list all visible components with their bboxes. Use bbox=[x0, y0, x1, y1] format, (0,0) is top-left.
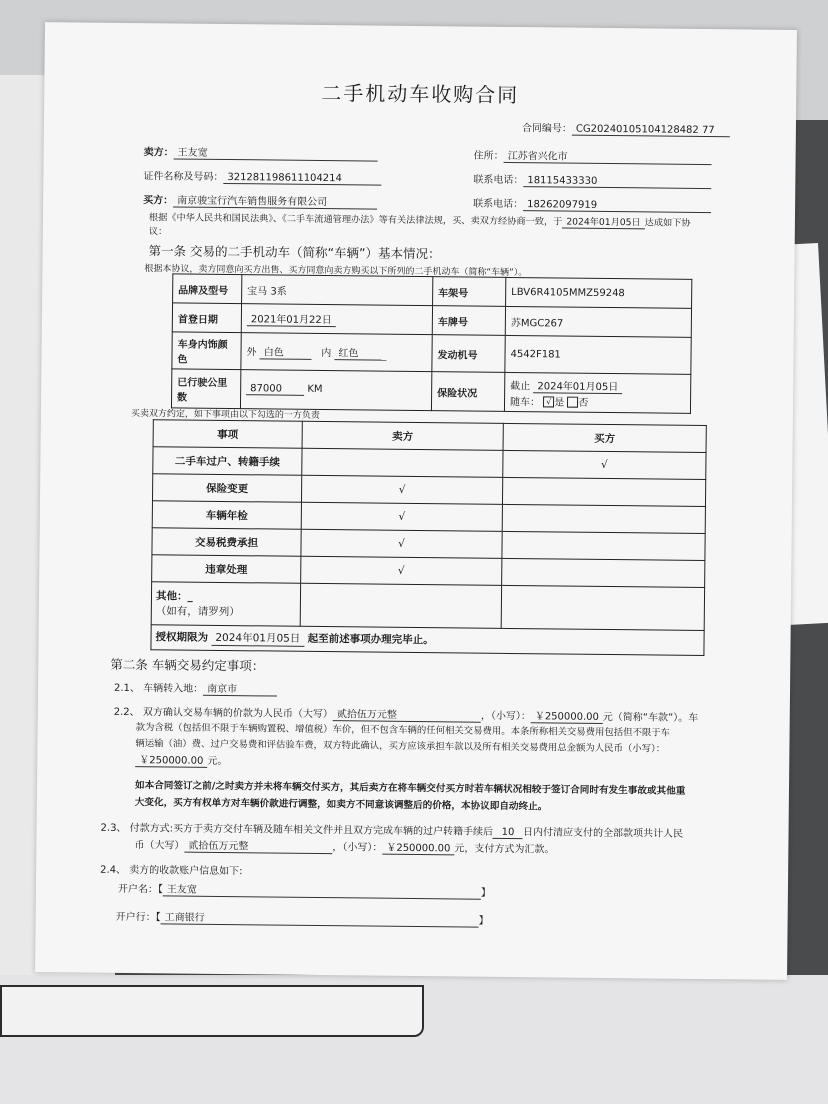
clause-2-3-line-2 bbox=[134, 836, 554, 856]
checkbox-no bbox=[567, 397, 578, 408]
buyer-phone: 18262097919 bbox=[523, 199, 711, 213]
clause-2-3-days: 10 bbox=[493, 827, 523, 839]
contract-number: CG20240105104128482 77 bbox=[572, 124, 730, 138]
insurance-until-prefix: 截止 bbox=[510, 380, 531, 392]
clause-2-3-text-b: 日内付清应支付的全部款项共计人民 bbox=[522, 827, 684, 840]
resp-buyer-check bbox=[502, 558, 705, 587]
mileage-label-line-1: 已行驶公里 bbox=[177, 377, 228, 390]
authorization-label: 授权期限为 bbox=[155, 631, 209, 644]
plate-label: 车牌号 bbox=[432, 306, 505, 336]
clause-2-2-line-3: 辆运输（油）费、过户交易费和评估验车费，双方特此确认，买方应该承担车款以及所有相关交易费用总金额为人民币（小写）： bbox=[135, 738, 666, 755]
clause-2-1-value: 南京市 bbox=[203, 680, 277, 697]
color-label-line-1: 车身内饰颜 bbox=[177, 339, 228, 352]
mileage-label bbox=[171, 369, 240, 409]
resp-item: 二手车过户、转籍手续 bbox=[153, 447, 302, 476]
vehicle-info-table bbox=[171, 273, 692, 413]
clause-2-2-number: 2.2、 bbox=[113, 706, 140, 719]
insurance-label: 保险状况 bbox=[431, 372, 504, 412]
int-color: 红色 bbox=[334, 344, 386, 361]
intro-date: 2024年01月05日 bbox=[562, 214, 644, 230]
article-2-title: 第二条 车辆交易约定事项： bbox=[110, 656, 265, 674]
seller-phone-label: 联系电话： bbox=[473, 174, 524, 187]
table-row bbox=[151, 625, 704, 656]
buyer-phone-row bbox=[473, 195, 711, 213]
color-value bbox=[241, 333, 432, 372]
seller-label: 卖方： bbox=[143, 147, 174, 159]
insurance-yes-label: 是 bbox=[554, 396, 565, 409]
engine-value: 4542F181 bbox=[505, 335, 691, 374]
contract-number-label: 合同编号： bbox=[521, 123, 572, 135]
buyer-name: 南京骏宝行汽车销售服务有限公司 bbox=[173, 191, 377, 209]
clause-2-4 bbox=[100, 861, 243, 877]
ext-color-prefix: 外 bbox=[246, 347, 257, 359]
clause-2-2-total: ￥250000.00 bbox=[135, 751, 207, 768]
header-seller: 卖方 bbox=[302, 421, 503, 450]
clause-2-4-number: 2.4、 bbox=[100, 864, 127, 876]
first-reg-label: 首登日期 bbox=[172, 303, 241, 333]
color-label bbox=[172, 332, 241, 370]
insurance-until-row bbox=[510, 376, 685, 394]
clause-2-3-upper: 贰拾伍万元整 bbox=[184, 837, 332, 855]
address-value: 江苏省兴化市 bbox=[504, 147, 712, 165]
resp-buyer-check: √ bbox=[503, 450, 706, 479]
mileage-label-line-2: 数 bbox=[177, 392, 188, 404]
vin-label: 车架号 bbox=[433, 277, 506, 307]
other-buyer bbox=[501, 585, 704, 630]
clause-2-3-text-c: 币（大写） bbox=[134, 840, 185, 852]
other-label: 其他：_ bbox=[155, 590, 193, 603]
article-1-desc: 根据本协议，卖方同意向买方出售、买方同意向卖方购买以下所列的二手机动车（简称“车辆”）。 bbox=[144, 264, 528, 279]
insurance-value bbox=[504, 372, 690, 413]
account-bank-label: 开户行：【 bbox=[115, 911, 161, 924]
clause-2-3-lower: ￥250000.00 bbox=[382, 839, 454, 856]
account-name-row bbox=[118, 880, 491, 900]
resp-item: 交易税费承担 bbox=[152, 528, 301, 557]
clause-2-3-text-e: 元，支付方式为汇款。 bbox=[454, 843, 555, 856]
contract-document bbox=[35, 22, 797, 980]
mileage-number: 87000 bbox=[246, 383, 304, 396]
brand-value: 宝马 3系 bbox=[242, 275, 433, 306]
id-number: 321281198611104214 bbox=[223, 172, 381, 186]
account-bank-close: 】 bbox=[478, 915, 489, 927]
resp-item: 保险变更 bbox=[152, 474, 301, 503]
engine-label: 发动机号 bbox=[432, 335, 505, 373]
intro-text-2: 达成如下协 bbox=[644, 217, 691, 229]
first-reg-value bbox=[241, 304, 432, 335]
resp-seller-check bbox=[302, 448, 503, 477]
other-seller bbox=[300, 583, 501, 628]
contract-number-row bbox=[522, 119, 730, 137]
clause-2-2-line-4 bbox=[135, 751, 227, 768]
resp-seller-check: √ bbox=[301, 502, 502, 531]
clause-2-2-upper: 贰拾伍万元整 bbox=[333, 705, 481, 723]
resp-seller-check: √ bbox=[301, 556, 502, 585]
table-row bbox=[172, 332, 691, 374]
resp-buyer-check bbox=[502, 477, 705, 506]
color-label-line-2: 色 bbox=[177, 354, 188, 366]
document-title: 二手机动车收购合同 bbox=[321, 80, 520, 108]
first-reg-date: 2021年01月22日 bbox=[247, 310, 336, 327]
intro-line bbox=[149, 209, 691, 230]
account-name-label: 开户名：【 bbox=[117, 883, 163, 896]
brand-label: 品牌及型号 bbox=[173, 274, 242, 304]
clause-2-4-label: 卖方的收款账户信息如下: bbox=[129, 865, 243, 878]
plate-value: 苏MGC267 bbox=[505, 306, 691, 337]
article-1-title: 第一条 交易的二手机动车（简称“车辆”）基本情况： bbox=[148, 243, 441, 262]
account-name: 王友宽 bbox=[163, 880, 481, 899]
resp-buyer-check bbox=[502, 531, 705, 560]
insurance-follow-prefix: 随车： bbox=[509, 396, 541, 408]
clause-2-1-label: 车辆转入地： bbox=[143, 683, 204, 695]
address-label: 住所： bbox=[473, 150, 504, 162]
other-cell bbox=[151, 582, 300, 627]
seller-row bbox=[144, 143, 378, 161]
clause-2-2-line-2: 款为含税（包括但不限于车辆购置税、增值税）车价，但不包含车辆的任何相关交易费用。本条所称相关交易费用包括但不限于车 bbox=[135, 722, 671, 739]
ext-color: 白色 bbox=[260, 343, 312, 360]
resp-seller-check: √ bbox=[301, 475, 502, 504]
responsibility-intro: 买卖双方约定，如下事项由以下勾选的一方负责 bbox=[130, 409, 320, 421]
other-note: （如有，请罗列） bbox=[155, 605, 240, 619]
int-color-prefix: 内 bbox=[321, 348, 332, 360]
account-bank: 工商银行 bbox=[161, 908, 479, 927]
mileage-value bbox=[240, 370, 431, 411]
insurance-no-label: 否 bbox=[578, 397, 589, 409]
insurance-until-date: 2024年01月05日 bbox=[533, 377, 622, 394]
mileage-unit: KM bbox=[307, 383, 323, 396]
clause-2-3-text-d: ，（小写）： bbox=[332, 842, 383, 854]
intro-text-1: 根据《中华人民共和国民法典》、《二手车流通管理办法》等有关法律法规，买、卖双方经协商一致，于 bbox=[148, 212, 563, 228]
authorization-cell bbox=[151, 625, 704, 656]
clause-2-2-text-a: 双方确认交易车辆的价款为人民币（大写） bbox=[142, 707, 333, 721]
resp-seller-check: √ bbox=[301, 529, 502, 558]
account-bank-row bbox=[116, 908, 489, 928]
resp-item: 违章处理 bbox=[152, 555, 301, 584]
buyer-phone-label: 联系电话： bbox=[473, 198, 524, 211]
vin-value: LBV6R4105MMZ59248 bbox=[506, 277, 692, 308]
responsibility-table bbox=[150, 419, 706, 656]
id-label: 证件名称及号码： bbox=[143, 171, 224, 183]
seller-phone-row bbox=[473, 171, 711, 189]
checkbox-yes-checked: √ bbox=[543, 396, 554, 407]
adjustment-clause-line-2: 大变化，买方有权单方对车辆价款进行调整，如卖方不同意该调整后的价格，本协议即自动终止。 bbox=[134, 797, 548, 813]
authorization-tail: 起至前述事项办理完毕止。 bbox=[307, 632, 434, 647]
resp-buyer-check bbox=[502, 504, 705, 533]
buyer-row bbox=[143, 191, 377, 209]
clause-2-2-text-c: 元（简称“车款”）。车 bbox=[602, 711, 699, 724]
seller-phone: 18115433330 bbox=[523, 175, 711, 189]
adjustment-clause-line-1: 如本合同签订之前/之时卖方并未将车辆交付买方，其后卖方在将车辆交付买方时若车辆状况相较于签订合同时有发生事故或其他重 bbox=[134, 780, 686, 797]
address-row bbox=[474, 147, 712, 165]
clause-2-1 bbox=[114, 679, 277, 697]
clause-2-3-number: 2.3、 bbox=[100, 822, 127, 834]
resp-item: 车辆年检 bbox=[152, 501, 301, 530]
clause-2-2-yuan: 元。 bbox=[207, 755, 228, 768]
authorization-date: 2024年01月05日 bbox=[211, 630, 304, 647]
clause-2-1-number: 2.1、 bbox=[113, 682, 140, 695]
header-buyer: 买方 bbox=[503, 423, 706, 452]
table-row bbox=[151, 582, 704, 631]
buyer-label: 买方： bbox=[143, 195, 174, 207]
header-item: 事项 bbox=[153, 420, 302, 449]
clause-2-2-text-b: ，（小写）： bbox=[480, 710, 531, 723]
id-row bbox=[143, 167, 381, 185]
clause-2-2-lower: ￥250000.00 bbox=[531, 707, 603, 724]
insurance-follow-row bbox=[510, 392, 685, 409]
intro-text-3: 议： bbox=[148, 226, 168, 238]
seller-name: 王友宽 bbox=[174, 143, 378, 161]
account-name-close: 】 bbox=[480, 887, 491, 899]
background-tray bbox=[0, 985, 424, 1037]
clause-2-3-text-a: 付款方式:买方于卖方交付车辆及随车相关文件并且双方完成车辆的过户转籍手续后 bbox=[129, 823, 494, 838]
